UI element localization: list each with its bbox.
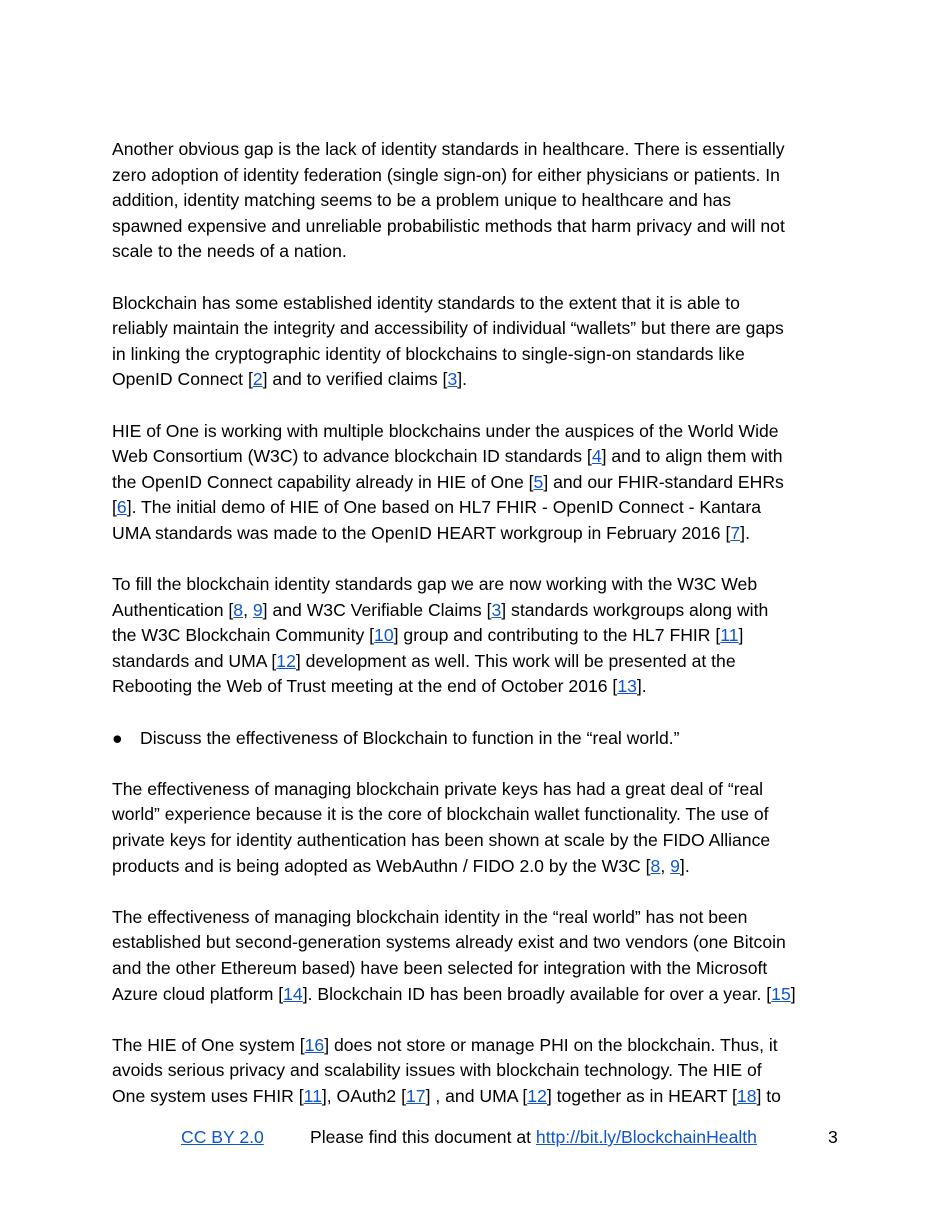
text-line: products and is being adopted as WebAuthn / FIDO 2.0 by the W3C [8, 9]. xyxy=(112,855,690,876)
paragraph-hie-of-one-w3c xyxy=(112,419,840,547)
paragraph-private-keys xyxy=(112,777,840,879)
citation-link[interactable]: 5 xyxy=(533,471,544,492)
footer-notice xyxy=(310,1126,757,1148)
text-line: The effectiveness of managing blockchain private keys has had a great deal of “real xyxy=(112,778,764,799)
citation-link[interactable]: 3 xyxy=(491,599,502,620)
citation-link[interactable]: 3 xyxy=(447,369,458,390)
text-line: To fill the blockchain identity standards gap we are now working with the W3C Web xyxy=(112,574,758,595)
text-line: HIE of One is working with multiple blockchains under the auspices of the World Wide xyxy=(112,420,779,441)
text-line: Blockchain has some established identity standards to the extent that it is able to xyxy=(112,292,740,313)
paragraph-identity-gap xyxy=(112,137,840,265)
bullet-dot-icon: ● xyxy=(112,727,123,748)
citation-link[interactable]: 8 xyxy=(650,855,661,876)
citation-link[interactable]: 18 xyxy=(736,1085,757,1106)
paragraph-hie-system xyxy=(112,1033,840,1110)
text-line: in linking the cryptographic identity of blockchains to single-sign-on standards like xyxy=(112,343,745,364)
paragraph-standards-gap xyxy=(112,572,840,700)
citation-link[interactable]: 11 xyxy=(303,1085,322,1106)
text-line: spawned expensive and unreliable probabilistic methods that harm privacy and will not xyxy=(112,215,785,236)
text-line: established but second-generation systems already exist and two vendors (one Bitcoin xyxy=(112,932,786,953)
text-line: [6]. The initial demo of HIE of One based on HL7 FHIR - OpenID Connect - Kantara xyxy=(112,497,762,518)
text-line: private keys for identity authentication has been shown at scale by the FIDO Alliance xyxy=(112,830,771,851)
text-line: addition, identity matching seems to be a problem unique to healthcare and has xyxy=(112,190,732,211)
citation-link[interactable]: 9 xyxy=(252,599,263,620)
text-line: the W3C Blockchain Community [10] group and contributing to the HL7 FHIR [11] xyxy=(112,625,744,646)
text-line: reliably maintain the integrity and accessibility of individual “wallets” but there are gaps xyxy=(112,318,784,339)
citation-link[interactable]: 16 xyxy=(304,1034,325,1055)
footer-notice-text: Please find this document at xyxy=(310,1127,536,1147)
text-line: scale to the needs of a nation. xyxy=(112,241,347,262)
bullet-text: Discuss the effectiveness of Blockchain to function in the “real world.” xyxy=(140,727,680,748)
citation-link[interactable]: 12 xyxy=(527,1085,547,1106)
citation-link[interactable]: 9 xyxy=(670,855,680,876)
text-line: Azure cloud platform [14]. Blockchain ID has been broadly available for over a year. [15] xyxy=(112,983,796,1004)
citation-link[interactable]: 2 xyxy=(252,369,263,390)
citation-link[interactable]: 15 xyxy=(771,983,791,1004)
license-link[interactable]: CC BY 2.0 xyxy=(181,1127,264,1147)
paragraph-real-world-identity xyxy=(112,905,840,1007)
citation-link[interactable]: 8 xyxy=(233,599,244,620)
text-line: The HIE of One system [16] does not store or manage PHI on the blockchain. Thus, it xyxy=(112,1034,778,1055)
text-line: The effectiveness of managing blockchain identity in the “real world” has not been xyxy=(112,906,748,927)
citation-link[interactable]: 12 xyxy=(276,650,296,671)
citation-link[interactable]: 11 xyxy=(720,625,739,646)
text-line: standards and UMA [12] development as well. This work will be presented at the xyxy=(112,650,736,671)
text-line: zero adoption of identity federation (single sign-on) for either physicians or patients. In xyxy=(112,164,780,185)
text-line: One system uses FHIR [11], OAuth2 [17] , and UMA [12] together as in HEART [18] to xyxy=(112,1085,781,1106)
page-number: 3 xyxy=(828,1127,838,1147)
text-line: UMA standards was made to the OpenID HEART workgroup in February 2016 [7]. xyxy=(112,522,750,543)
text-line: Rebooting the Web of Trust meeting at the end of October 2016 [13]. xyxy=(112,676,647,697)
text-line: Web Consortium (W3C) to advance blockchain ID standards [4] and to align them with xyxy=(112,446,783,467)
citation-link[interactable]: 17 xyxy=(406,1085,426,1106)
citation-link[interactable]: 7 xyxy=(730,522,741,543)
bullet-item xyxy=(112,726,840,752)
citation-link[interactable]: 13 xyxy=(617,676,637,697)
text-line: OpenID Connect [2] and to verified claims [3]. xyxy=(112,369,468,390)
document-body xyxy=(112,137,840,1135)
citation-link[interactable]: 4 xyxy=(591,446,602,467)
text-line: Another obvious gap is the lack of identity standards in healthcare. There is essentially xyxy=(112,139,785,159)
citation-link[interactable]: 10 xyxy=(374,625,394,646)
text-line: avoids serious privacy and scalability issues with blockchain technology. The HIE of xyxy=(112,1060,762,1081)
text-line: world” experience because it is the core of blockchain wallet functionality. The use of xyxy=(112,804,769,825)
document-url-link[interactable]: http://bit.ly/BlockchainHealth xyxy=(535,1127,757,1147)
text-line: Authentication [8, 9] and W3C Verifiable Claims [3] standards workgroups along with xyxy=(112,599,769,620)
citation-link[interactable]: 14 xyxy=(283,983,303,1004)
text-line: the OpenID Connect capability already in HIE of One [5] and our FHIR-standard EHRs xyxy=(112,471,784,492)
paragraph-blockchain-standards xyxy=(112,291,840,393)
text-line: and the other Ethereum based) have been selected for integration with the Microsoft xyxy=(112,958,768,978)
citation-link[interactable]: 6 xyxy=(116,497,127,518)
